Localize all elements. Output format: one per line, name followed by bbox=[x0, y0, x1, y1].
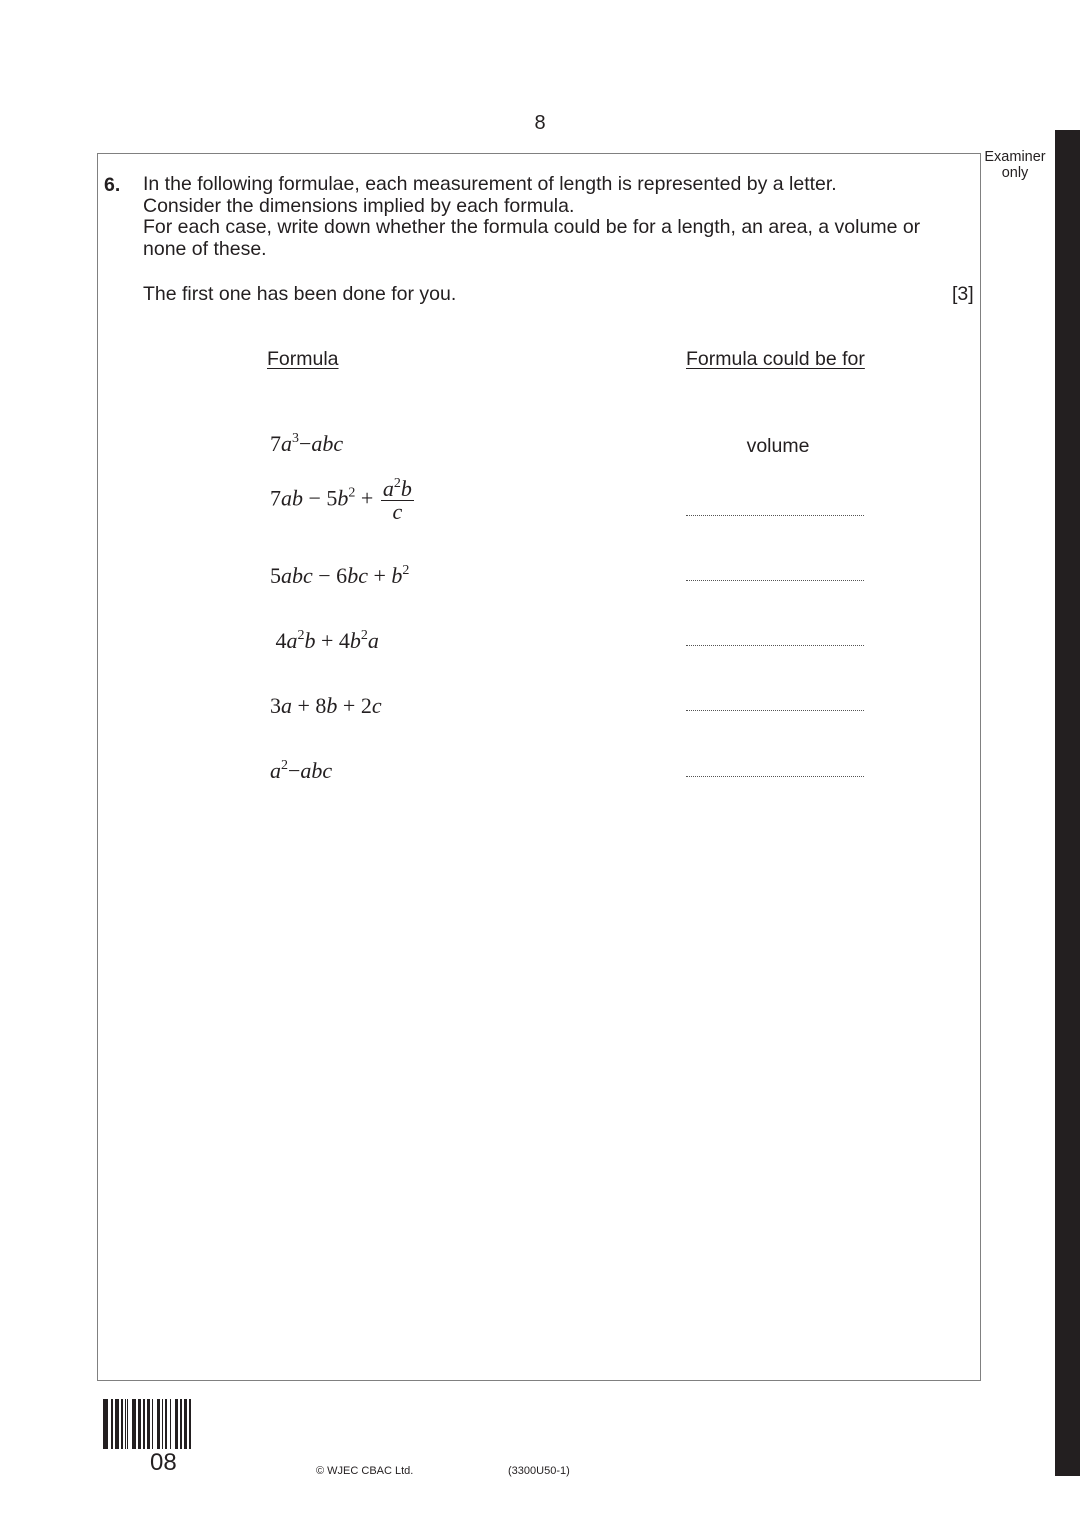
formula-2: $7ab - 5b^2$ + $\frac{a^2b}{c}$ bbox=[270, 476, 412, 524]
copyright-text: © WJEC CBAC Ltd. bbox=[316, 1465, 414, 1477]
question-line-2: Consider the dimensions implied by each formula. bbox=[143, 194, 575, 217]
example-note: The first one has been done for you. bbox=[143, 283, 457, 305]
formula-5: 3a + 8b + 2c bbox=[270, 693, 382, 718]
examiner-only-label bbox=[982, 149, 1048, 181]
question-line-3: For each case, write down whether the formula could be for a length, an area, a volume or none of these. bbox=[143, 216, 921, 261]
answer-example: volume bbox=[746, 435, 810, 457]
question-box bbox=[97, 153, 981, 1381]
fraction: $\frac{a^2b}{c}$ bbox=[382, 476, 412, 524]
question-number: 6. bbox=[104, 174, 121, 196]
barcode bbox=[103, 1399, 191, 1449]
marks-indicator: [3] bbox=[952, 283, 974, 305]
formula-column-header: Formula bbox=[267, 348, 339, 370]
paper-code: (3300U50-1) bbox=[508, 1465, 570, 1477]
formula-1: $7a^3-abc$ bbox=[270, 431, 344, 456]
formula-6: $a^2-abc$ bbox=[270, 758, 333, 783]
barcode-number: 08 bbox=[150, 1449, 177, 1476]
examiner-label-line2: only bbox=[1001, 165, 1029, 181]
page-number: 8 bbox=[534, 112, 546, 134]
question-text bbox=[143, 174, 973, 261]
answer-column-header: Formula could be for bbox=[686, 348, 865, 370]
answer-line-3[interactable] bbox=[686, 580, 864, 581]
answer-line-5[interactable] bbox=[686, 710, 864, 711]
formula-4: $4a^2b + 4b^2a$ bbox=[270, 628, 379, 653]
examiner-label-line1: Examiner bbox=[984, 149, 1046, 165]
formula-3: $5abc - 6bc + b^2$ bbox=[270, 563, 410, 588]
answer-line-4[interactable] bbox=[686, 645, 864, 646]
question-line-1: In the following formulae, each measurement of length is represented by a letter. bbox=[143, 173, 837, 195]
answer-line-2[interactable] bbox=[686, 515, 864, 516]
answer-line-6[interactable] bbox=[686, 776, 864, 777]
side-margin-bar bbox=[1055, 130, 1080, 1476]
